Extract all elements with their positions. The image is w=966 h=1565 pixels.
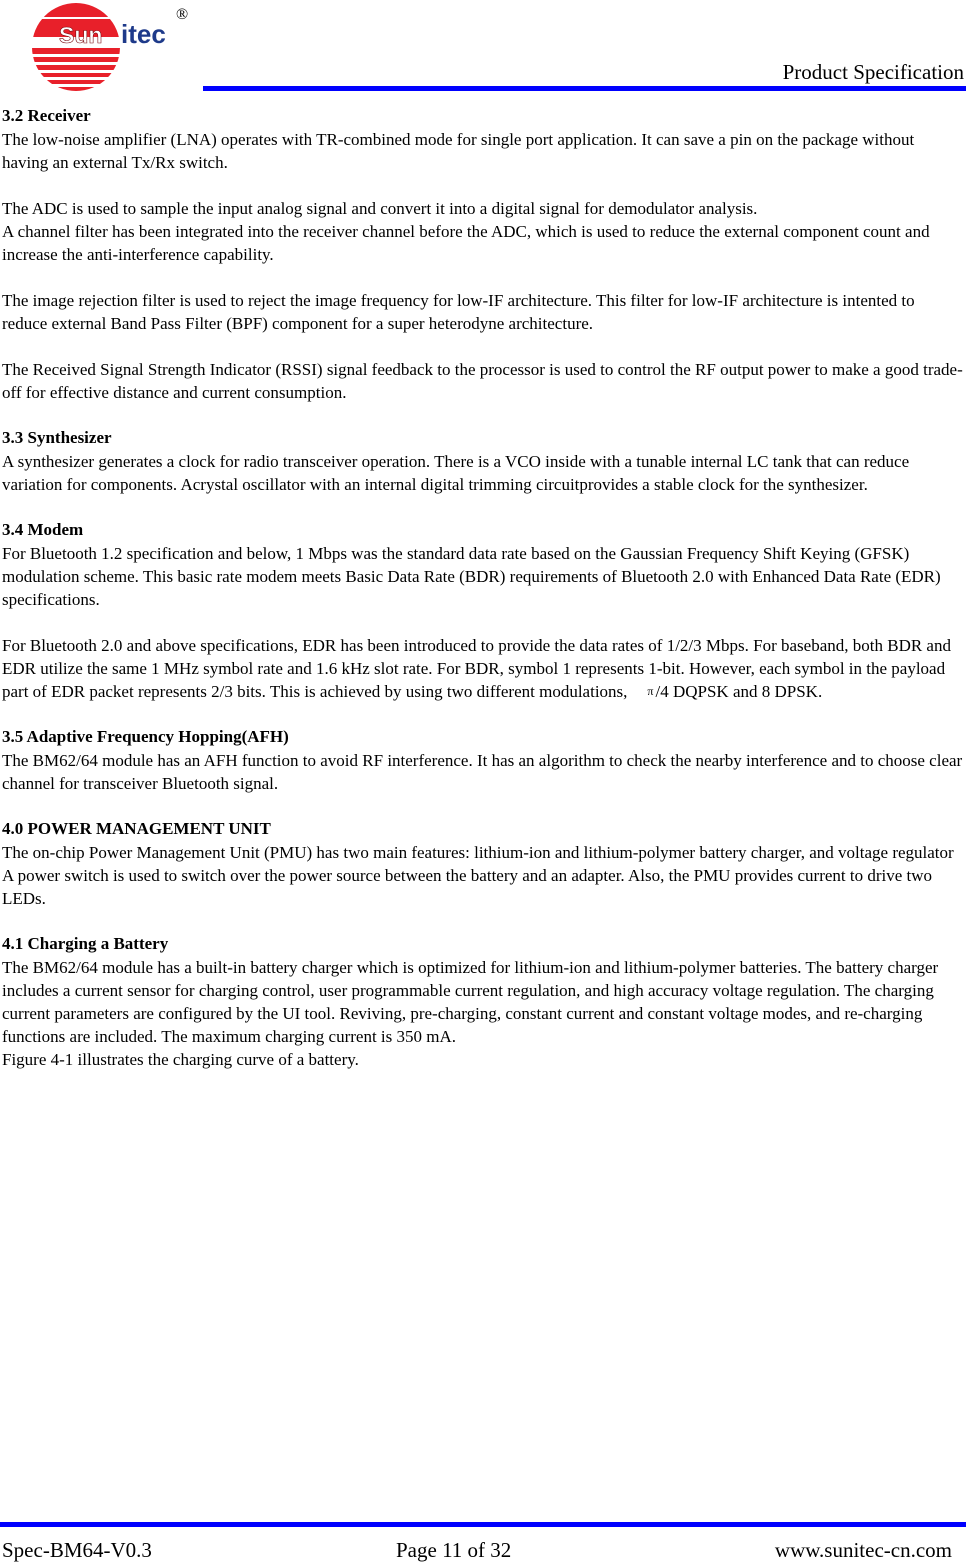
website-url: www.sunitec-cn.com xyxy=(774,1538,952,1562)
paragraph: The BM62/64 module has an AFH function to avoid RF interference. It has an algorithm to check the nearby interference and to choose clear channel for transceiver Bluetooth signal. xyxy=(2,751,963,793)
section-heading: 3.2 Receiver xyxy=(2,106,91,125)
paragraph: The Received Signal Strength Indicator (RSSI) signal feedback to the processor is used to control the RF output power to make a good trade-off for effective distance and current consumption. xyxy=(2,360,963,402)
paragraph-text: For Bluetooth 2.0 and above specifications, EDR has been introduced to provide the data rates of 1/2/3 Mbps. For baseband, both BDR and EDR utilize the same 1 MHz symbol rate and 1.6 kHz slot rate. For BDR, symbol 1 represents 1-bit. However, each symbol in the payload part of EDR packet represents 2/3 bits. This is achieved by using two different modulations, xyxy=(2,636,951,701)
document-body xyxy=(2,104,964,1093)
section-heading: 3.3 Synthesizer xyxy=(2,428,112,447)
registered-mark: ® xyxy=(176,6,189,23)
section-receiver xyxy=(2,104,964,404)
section-heading: 3.4 Modem xyxy=(2,520,84,539)
paragraph: A channel filter has been integrated into the receiver channel before the ADC, which is used to reduce the external component count and increase the anti-interference capability. xyxy=(2,222,930,264)
section-modem xyxy=(2,518,964,703)
page-title: Product Specification xyxy=(782,60,964,84)
paragraph xyxy=(2,634,964,703)
paragraph: The on-chip Power Management Unit (PMU) has two main features: lithium-ion and lithium-polymer battery charger, and voltage regulator A power switch is used to switch over the power source between the battery and an adapter. Also, the PMU provides current to drive two LEDs. xyxy=(2,843,954,908)
section-afh xyxy=(2,725,964,795)
section-heading: 3.5 Adaptive Frequency Hopping(AFH) xyxy=(2,727,289,746)
paragraph-text: /4 DQPSK and 8 DPSK. xyxy=(655,682,823,701)
paragraph: For Bluetooth 1.2 specification and below, 1 Mbps was the standard data rate based on the Gaussian Frequency Shift Keying (GFSK) modulation scheme. This basic rate modem meets Basic Data Rate (BDR) requirements of Bluetooth 2.0 with Enhanced Data Rate (EDR) specifications. xyxy=(2,544,941,609)
paragraph: The ADC is used to sample the input analog signal and convert it into a digital signal for demodulator analysis. xyxy=(2,199,758,218)
paragraph: The image rejection filter is used to reject the image frequency for low-IF architecture. This filter for low-IF architecture is intented to reduce external Band Pass Filter (BPF) component for a super heterodyne architecture. xyxy=(2,291,915,333)
paragraph: The BM62/64 module has a built-in battery charger which is optimized for lithium-ion and lithium-polymer batteries. The battery charger includes a current sensor for charging control, user programmable current regulation, and high accuracy voltage regulation. The charging current parameters are configured by the UI tool. Reviving, pre-charging, constant current and constant voltage modes, and re-charging functions are included. The maximum charging current is 350 mA. xyxy=(2,958,939,1046)
header-divider xyxy=(203,86,966,91)
paragraph: Figure 4-1 illustrates the charging curve of a battery. xyxy=(2,1050,359,1069)
document-id: Spec-BM64-V0.3 xyxy=(2,1538,152,1562)
section-heading: 4.1 Charging a Battery xyxy=(2,934,169,953)
logo-itec-text: itec xyxy=(121,19,166,49)
section-heading: 4.0 POWER MANAGEMENT UNIT xyxy=(2,819,271,838)
pi-symbol: π xyxy=(647,684,654,698)
section-charging-battery xyxy=(2,932,964,1071)
section-synthesizer xyxy=(2,426,964,496)
paragraph: The low-noise amplifier (LNA) operates with TR-combined mode for single port application. It can save a pin on the package without having an external Tx/Rx switch. xyxy=(2,130,915,172)
footer-divider xyxy=(0,1522,966,1527)
paragraph: A synthesizer generates a clock for radio transceiver operation. There is a VCO inside with a tunable internal LC tank that can reduce variation for components. Acrystal oscillator with an internal digital trimming circuitprovides a stable clock for the synthesizer. xyxy=(2,452,910,494)
logo-sun-text: Sun xyxy=(59,22,103,48)
section-power-management xyxy=(2,817,964,910)
page-number: Page 11 of 32 xyxy=(396,1538,512,1562)
